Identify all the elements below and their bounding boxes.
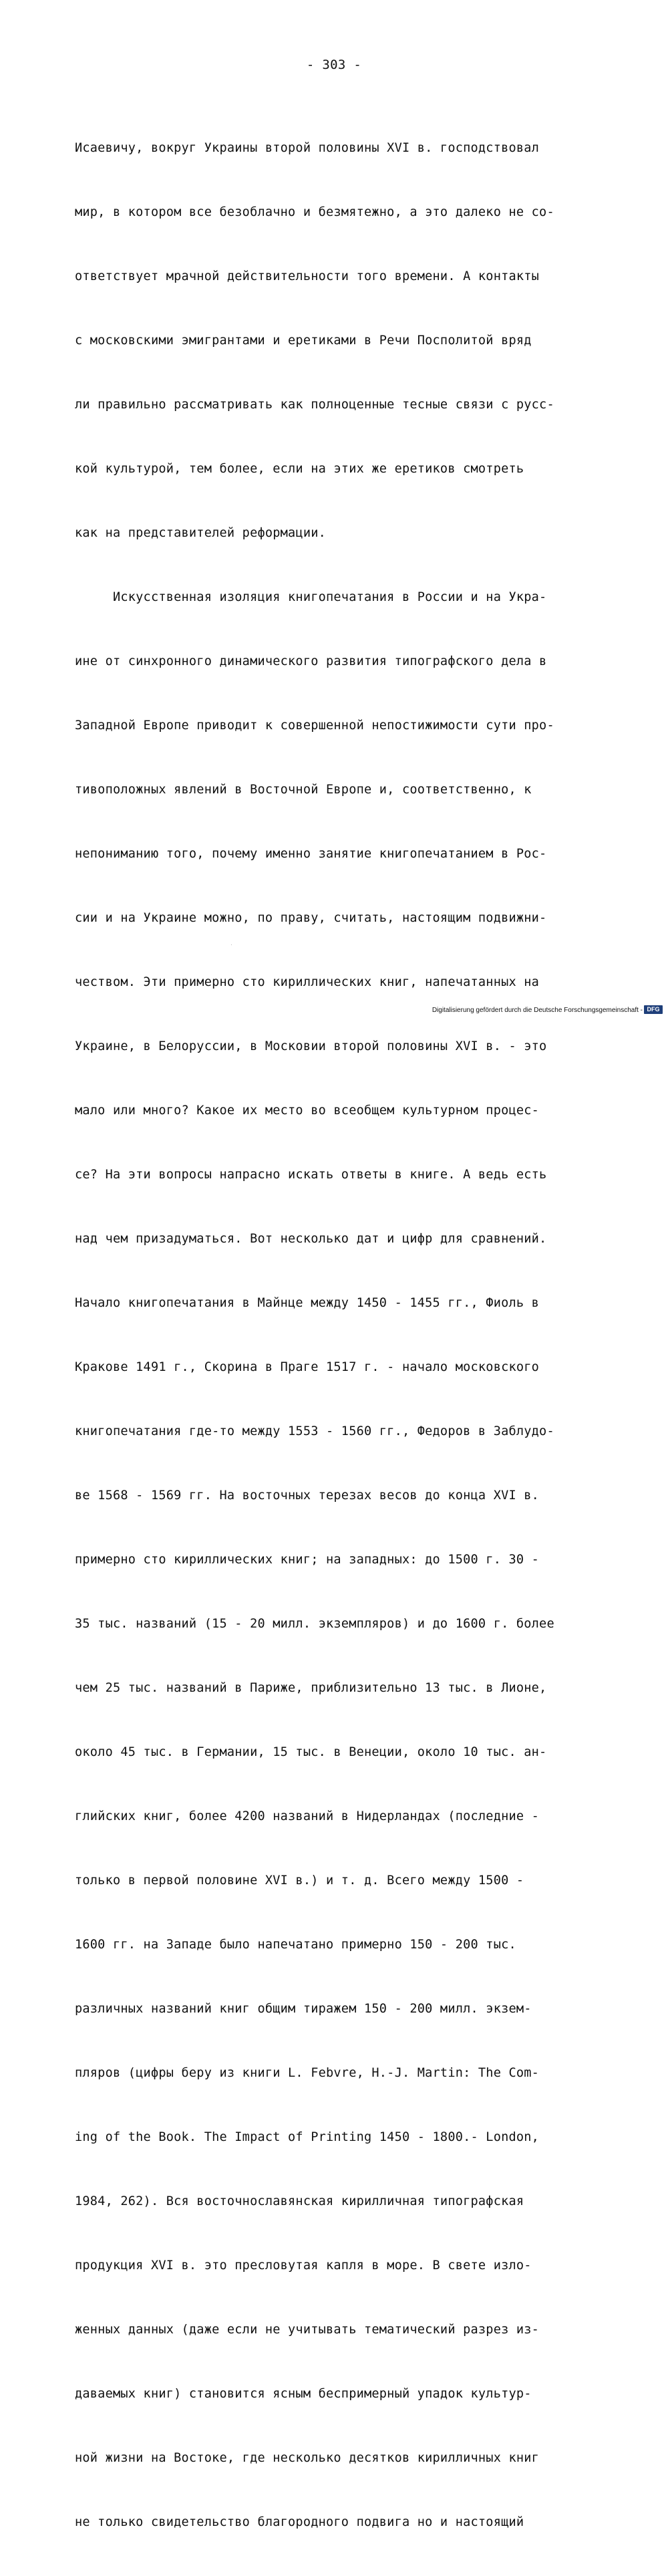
text-line: мало или много? Какое их место во всеобщем культурном процес- <box>75 1104 540 1118</box>
text-line: различных названий книг общим тиражем 150 - 200 милл. экзем- <box>75 2002 532 2016</box>
text-line: Западной Европе приводит к совершенной непостижимости сути про- <box>75 719 554 733</box>
text-line: тивоположных явлений в Восточной Европе и, соответственно, к <box>75 783 532 797</box>
text-line: книгопечатания где-то между 1553 - 1560 гг., Федоров в Заблудо- <box>75 1424 554 1438</box>
text-line: 1984, 262). Вся восточнославянская кирилличная типографская <box>75 2194 524 2208</box>
text-line: чем 25 тыс. названий в Париже, приблизительно 13 тыс. в Лионе, <box>75 1681 547 1695</box>
text-line: ине от синхронного динамического развития типографского дела в <box>75 654 547 668</box>
text-line: только в первой половине XVI в.) и т. д. Всего между 1500 - <box>75 1874 524 1888</box>
text-line: ing of the Book. The Impact of Printing 1450 - 1800.- London, <box>75 2130 540 2144</box>
text-line: 1600 гг. на Западе было напечатано примерно 150 - 200 тыс. <box>75 1938 516 1952</box>
text-line: над чем призадуматься. Вот несколько дат и цифр для сравнений. <box>75 1232 547 1246</box>
text-line: с московскими эмигрантами и еретиками в Речи Посполитой вряд <box>75 334 532 348</box>
text-line: даваемых книг) становится ясным беспримерный упадок культур- <box>75 2387 532 2401</box>
text-line: Украине, в Белоруссии, в Московии второй половины XVI в. - это <box>75 1039 547 1053</box>
text-line: мир, в котором все безоблачно и безмятежно, а это далеко не со- <box>75 205 554 219</box>
text-line: Искусственная изоляция книгопечатания в России и на Укра- <box>75 590 547 604</box>
text-line: ли правильно рассматривать как полноценные тесные связи с русс- <box>75 398 554 412</box>
text-line: примерно сто кириллических книг; на западных: до 1500 г. 30 - <box>75 1553 540 1567</box>
text-line: продукция XVI в. это пресловутая капля в море. В свете изло- <box>75 2259 532 2273</box>
scan-speck <box>231 944 232 945</box>
body-text <box>75 95 609 2576</box>
text-line: Кракове 1491 г., Скорина в Праге 1517 г. - начало московского <box>75 1360 540 1374</box>
text-line: около 45 тыс. в Германии, 15 тыс. в Венеции, около 10 тыс. ан- <box>75 1745 547 1759</box>
text-line: Начало книгопечатания в Майнце между 1450 - 1455 гг., Фиоль в <box>75 1296 540 1310</box>
text-line: сии и на Украине можно, по праву, считать, настоящим подвижни- <box>75 911 547 925</box>
page-number: - 303 - <box>306 57 362 72</box>
text-line: кой культурой, тем более, если на этих же еретиков смотреть <box>75 462 524 476</box>
text-line: ве 1568 - 1569 гг. На восточных терезах весов до конца XVI в. <box>75 1489 540 1503</box>
text-line: женных данных (даже если не учитывать тематический разрез из- <box>75 2323 540 2337</box>
text-line: непониманию того, почему именно занятие книгопечатанием в Рос- <box>75 847 547 861</box>
text-line: се? На эти вопросы напрасно искать ответы в книге. А ведь есть <box>75 1168 547 1182</box>
text-line: глийских книг, более 4200 названий в Нидерландах (последние - <box>75 1809 540 1823</box>
text-line: как на представителей реформации. <box>75 526 327 540</box>
text-line: ной жизни на Востоке, где несколько десятков кирилличных книг <box>75 2451 540 2465</box>
dfg-logo: DFG <box>644 1005 663 1014</box>
text-line: Исаевичу, вокруг Украины второй половины XVI в. господствовал <box>75 141 540 155</box>
digitization-credit: Digitalisierung gefördert durch die Deutsche Forschungsgemeinschaft - <box>432 1007 643 1014</box>
text-line: 35 тыс. названий (15 - 20 милл. экземпляров) и до 1600 г. более <box>75 1617 554 1631</box>
text-line: пляров (цифры беру из книги L. Febvre, H.-J. Martin: The Com- <box>75 2066 540 2080</box>
text-line: ответствует мрачной действительности того времени. А контакты <box>75 269 540 283</box>
text-line: чеством. Эти примерно сто кириллических книг, напечатанных на <box>75 975 540 989</box>
text-line: не только свидетельство благородного подвига но и настоящий <box>75 2515 524 2529</box>
